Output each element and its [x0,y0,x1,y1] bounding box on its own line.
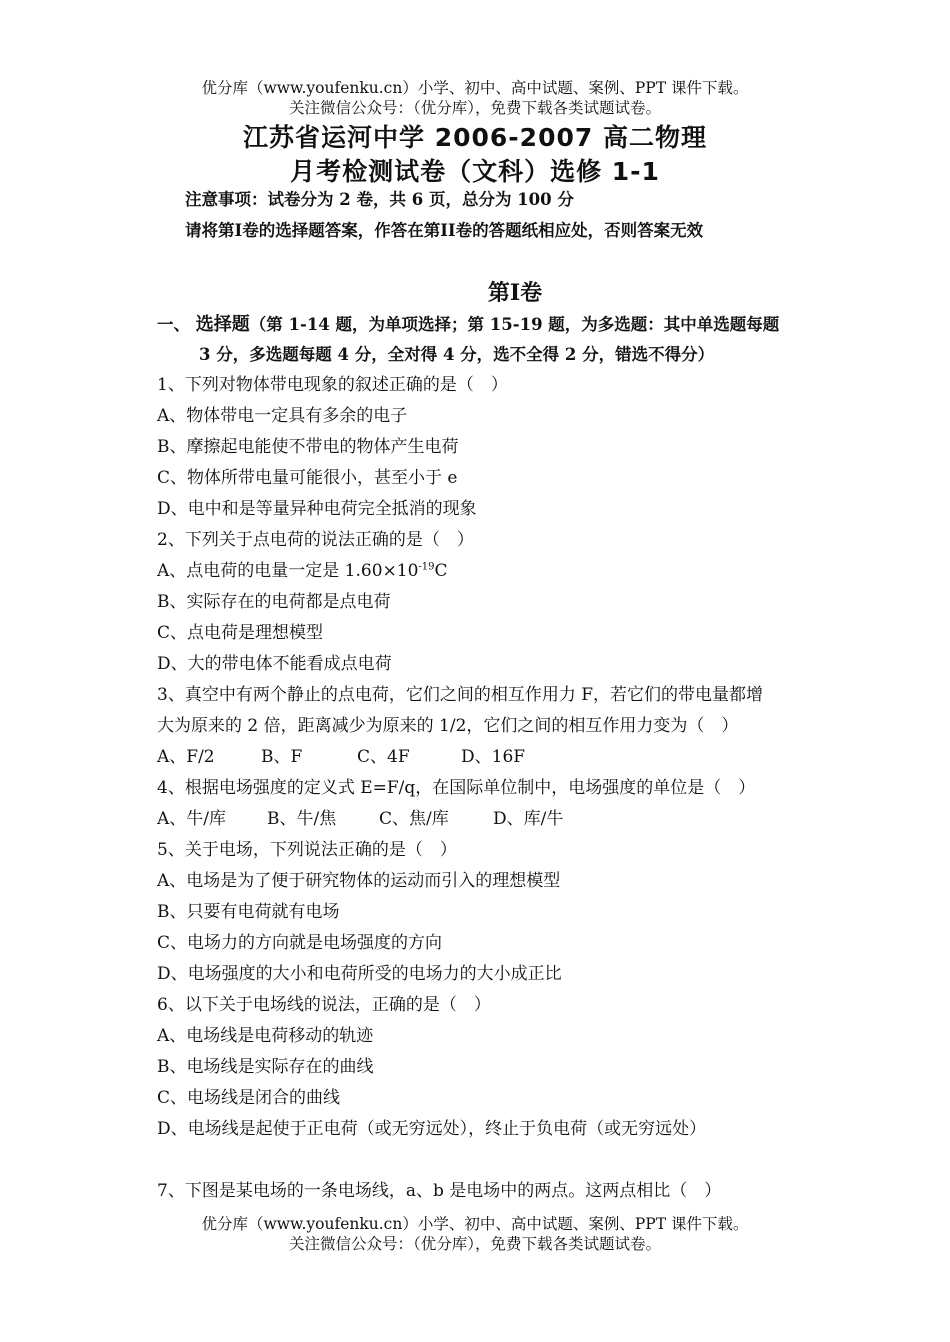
section-number: 一、 [157,315,190,334]
q2-option-a-text: A、点电荷的电量一定是 1.60×10 [157,561,419,581]
header-line-2: 关注微信公众号：（优分库），免费下载各类试题试卷。 [288,99,661,117]
q5-option-a: A、电场是为了便于研究物体的运动而引入的理想模型 [157,871,561,891]
q4-stem: 4、根据电场强度的定义式 E=F/q，在国际单位制中，电场强度的单位是（ ） [157,778,756,798]
header-line-1: 优分库（www.youfenku.cn）小学、初中、高中试题、案例、PPT 课件下载。 [201,79,749,97]
section-desc-1: （第 1-14 题，为单项选择；第 15-19 题，为多选题：其中单选题每题 [249,315,780,334]
notice-line-2: 请将第I卷的选择题答案，作答在第II卷的答题纸相应处，否则答案无效 [185,221,704,240]
q2-stem: 2、下列关于点电荷的说法正确的是（ ） [157,530,474,550]
q5-stem: 5、关于电场，下列说法正确的是（ ） [157,840,457,860]
q4-option-c: C、焦/库 [379,809,449,829]
q3-stem-line-1: 3、真空中有两个静止的点电荷，它们之间的相互作用力 F，若它们的带电量都增 [157,685,764,705]
q3-options [157,745,525,769]
q5-option-c: C、电场力的方向就是电场强度的方向 [157,933,443,953]
q2-option-a-exponent: -19 [418,561,435,573]
q5-option-d: D、电场强度的大小和电荷所受的电场力的大小成正比 [157,964,562,984]
q6-option-d: D、电场线是起使于正电荷（或无穷远处），终止于负电荷（或无穷远处） [157,1119,707,1139]
q6-option-c: C、电场线是闭合的曲线 [157,1088,341,1108]
q2-option-d: D、大的带电体不能看成点电荷 [157,654,392,674]
q6-option-a: A、电场线是电荷移动的轨迹 [157,1026,374,1046]
q2-option-c: C、点电荷是理想模型 [157,623,324,643]
q3-option-a: A、F/2 [157,747,215,767]
volume-title: 第I卷 [487,280,543,306]
q6-stem: 6、以下关于电场线的说法，正确的是（ ） [157,995,491,1015]
footer-line-2: 关注微信公众号：（优分库），免费下载各类试题试卷。 [288,1235,661,1253]
section-heading [157,313,779,337]
q1-stem: 1、下列对物体带电现象的叙述正确的是（ ） [157,375,508,395]
q3-option-d: D、16F [461,747,526,767]
q1-option-a: A、物体带电一定具有多余的电子 [157,406,408,426]
exam-title-line-2: 月考检测试卷（文科）选修 1-1 [290,157,660,186]
q1-option-b: B、摩擦起电能使不带电的物体产生电荷 [157,437,459,457]
q4-option-a: A、牛/库 [157,809,227,829]
q2-option-a-unit: C [434,561,448,581]
q3-option-c: C、4F [357,747,410,767]
notice-line-1: 注意事项：试卷分为 2 卷，共 6 页，总分为 100 分 [185,190,574,209]
q2-option-b: B、实际存在的电荷都是点电荷 [157,592,391,612]
q3-stem-line-2: 大为原来的 2 倍，距离减少为原来的 1/2，它们之间的相互作用力变为（ ） [157,716,739,736]
q4-option-b: B、牛/焦 [267,809,337,829]
q4-options [157,807,563,831]
q3-option-b: B、F [261,747,303,767]
section-desc-2: 3 分，多选题每题 4 分，全对得 4 分，选不全得 2 分，错选不得分） [199,345,715,364]
section-name: 选择题 [195,314,250,335]
footer-line-1: 优分库（www.youfenku.cn）小学、初中、高中试题、案例、PPT 课件下载。 [201,1215,749,1233]
q1-option-d: D、电中和是等量异种电荷完全抵消的现象 [157,499,477,519]
exam-title-line-1: 江苏省运河中学 2006-2007 高二物理 [243,123,707,152]
q5-option-b: B、只要有电荷就有电场 [157,902,340,922]
q4-option-d: D、库/牛 [493,809,564,829]
q6-option-b: B、电场线是实际存在的曲线 [157,1057,374,1077]
q7-stem: 7、下图是某电场的一条电场线，a、b 是电场中的两点。这两点相比（ ） [157,1181,722,1201]
q1-option-c: C、物体所带电量可能很小，甚至小于 e [157,468,458,488]
q2-option-a [157,559,448,583]
